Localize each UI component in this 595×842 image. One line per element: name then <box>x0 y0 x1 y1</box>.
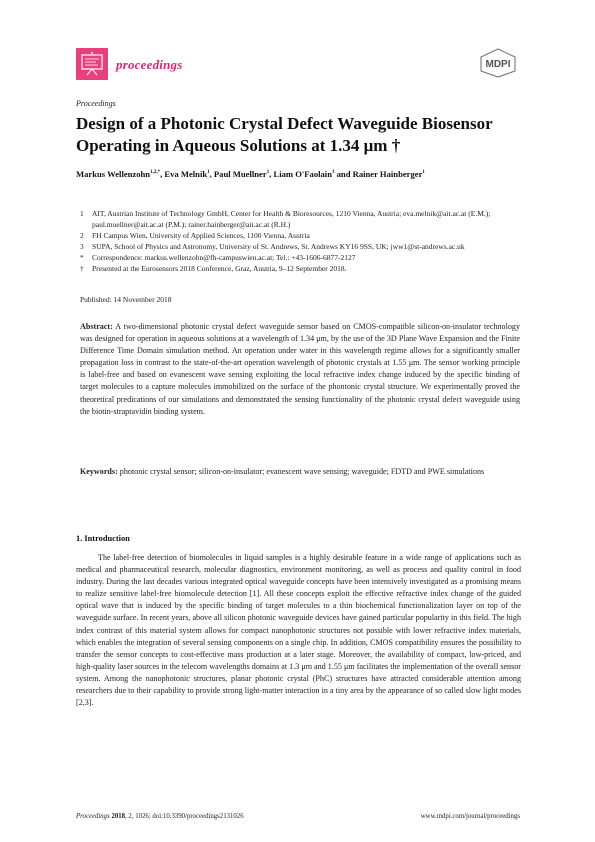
section-heading-introduction: 1. Introduction <box>76 534 130 543</box>
author-name: Paul Muellner <box>213 169 267 179</box>
section-label: Proceedings <box>76 99 116 108</box>
affiliation-item <box>80 263 520 274</box>
author-affiliation-marker: 3 <box>331 170 335 176</box>
keywords <box>80 466 520 478</box>
published-date: Published: 14 November 2018 <box>80 295 172 304</box>
abstract-text: A two-dimensional photonic crystal defect waveguide sensor based on CMOS-compatible silicon-on-insulator technology was designed for operation in aqueous solutions at a wavelength of 1.34 μm, by the use of the 3D Plane Wave Expansion and the Finite Difference Time Domain simulation method. An operation under water in this wavelength regime allows for a significantly smaller propagation loss in contrast to the state-of-the-art operation wavelength of photonic crystals at 1.55 μm. The sensor working principle is label-free and based on evanescent wave sensing exploiting the local refractive index change induced by the specific binding of target molecules to a capture molecules immobilized on the surface of the phontonic crystal structure. We experimentally proved the theoretical predications of our simulations and demonstrated the sensing functionality of the photonic crystal defect waveguide using the biotin-straptavidin binding system. <box>80 322 520 416</box>
mdpi-logo-icon <box>478 48 518 78</box>
keywords-text: photonic crystal sensor; silicon-on-insulator; evanescent wave sensing; waveguide; FDTD and PWE simulations <box>119 467 485 476</box>
journal-name: proceedings <box>116 57 183 72</box>
affiliation-marker: * <box>80 253 84 262</box>
affiliation-marker: 1 <box>80 209 84 218</box>
author-list <box>76 168 516 181</box>
footer-year: 2018 <box>111 813 126 820</box>
affiliation-text: AIT, Austrian Institute of Technology GmbH, Center for Health & Bioresources, 1210 Vienna, Austria; eva.melnik@ait.ac.at (E.M.); paul.muellner@ait.ac.at (P.M.); rainer.hainberger@ait.ac.at (R.H.) <box>92 209 491 229</box>
affiliation-text: Presented at the Eurosensors 2018 Conference, Graz, Austria, 9–12 September 2018. <box>92 264 347 273</box>
affiliation-marker: 3 <box>80 242 84 251</box>
affiliation-text: SUPA, School of Physics and Astronomy, University of St. Andrews, St. Andrews KY16 9SS, UK; jww1@st-andrews.ac.uk <box>92 242 465 251</box>
affiliation-text: FH Campus Wien, University of Applied Sciences, 1100 Vienna, Austria <box>92 231 310 240</box>
article-title: Design of a Photonic Crystal Defect Waveguide Biosensor Operating in Aqueous Solutions at 1.34 μm † <box>76 114 493 155</box>
author-separator: and <box>334 169 353 179</box>
footer-citation <box>76 813 244 820</box>
author-name: Eva Melnik <box>164 169 208 179</box>
affiliation-item <box>80 241 520 252</box>
affiliation-item <box>80 230 520 241</box>
journal-logo-icon <box>76 48 108 80</box>
author-name: Rainer Hainberger <box>352 169 423 179</box>
author-affiliation-marker: 1,2,* <box>150 170 161 176</box>
keywords-label: Keywords: <box>80 467 118 476</box>
publisher-logo-text: MDPI <box>485 59 511 70</box>
author-affiliation-marker: 1 <box>422 170 425 176</box>
affiliation-item <box>80 208 520 230</box>
abstract-label: Abstract: <box>80 322 113 331</box>
author-separator: , <box>269 169 274 179</box>
introduction-body: The label-free detection of biomolecules in liquid samples is a highly desirable feature in a wide range of applications such as medical and pharmaceutical research, molecular diagnostics, environment monitoring, as well as process and quality control in food industry. During the last decades various integrated optical waveguide concepts have been intensively investigated as a promising means to realize sensitive label-free biomolecule detection [1]. All these concepts exploit the effective refractive index change of the guided optical wave that is induced by the specific binding of target molecules to a thin biochemical functionalization layer on top of the waveguide surface. In recent years, above all silicon photonic waveguide devices have gained particular popularity in this field. The high index contrast of this material system allows for compact nanophotonic structures not possible with lower refractive index materials, which enables the integration of several sensing components on a single chip. In addition, CMOS compatibility ensures the possibility to transfer the sensor concepts to cost-effective mass production at a later stage. Moreover, the availability of compact, low-priced, and high-quality laser sources in the telecom wavelengths domains at 1.3 μm and 1.55 μm facilitates the implementation of the overall sensor system. Among the nanophotonic structures, planar photonic crystal (PhC) structures have attracted considerable attention among researchers due to their capability to provide strong light-matter interaction in a tiny area by the appearance of so called slow light modes [2,3]. <box>76 553 521 708</box>
footer-citation-text: 2018, 2, 1026; doi:10.3390/proceedings2131026 <box>111 813 244 820</box>
author-name: Markus Wellenzohn <box>76 169 151 179</box>
author-name: Liam O'Faolain <box>273 169 332 179</box>
affiliation-marker: 2 <box>80 231 84 240</box>
footer-url[interactable]: www.mdpi.com/journal/proceedings <box>420 813 520 820</box>
affiliation-marker: † <box>80 264 84 273</box>
affiliation-text: Correspondence: markus.wellenzohn@fh-campuswien.ac.at; Tel.: +43-1606-6877-2127 <box>92 253 356 262</box>
footer-journal: Proceedings <box>76 813 110 820</box>
affiliations <box>80 208 520 274</box>
author-separator: , <box>160 169 165 179</box>
abstract <box>80 321 520 418</box>
affiliation-item <box>80 252 520 263</box>
author-separator: , <box>209 169 214 179</box>
author-affiliation-marker: 1 <box>207 170 210 176</box>
author-affiliation-marker: 1 <box>266 170 270 176</box>
